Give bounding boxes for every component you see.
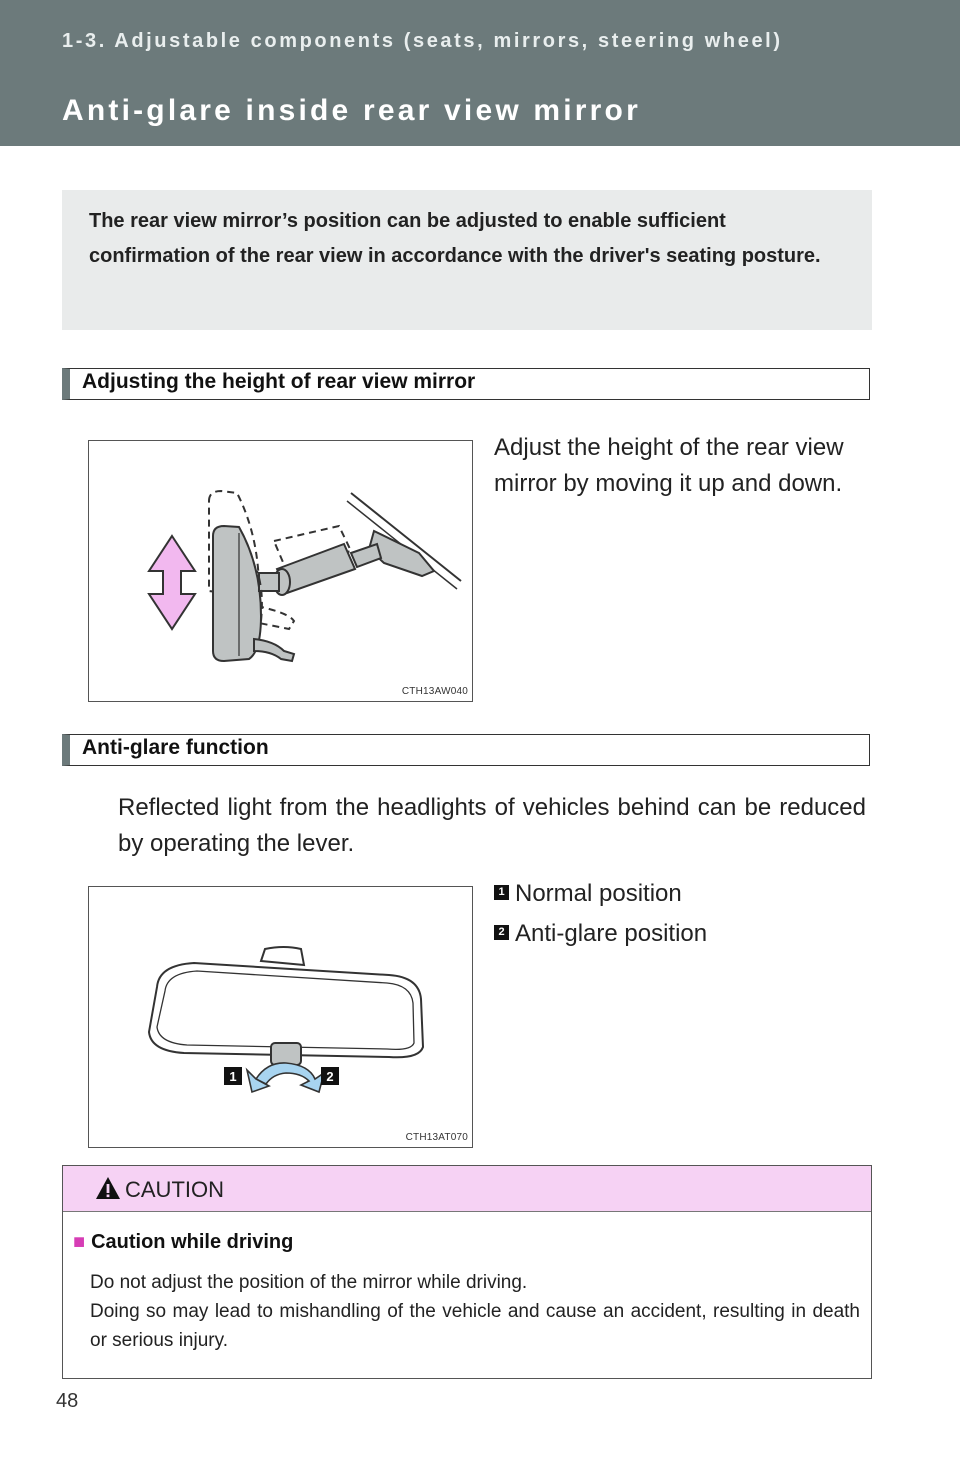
figure-mirror-antiglare (88, 886, 473, 1148)
legend-number: 2 (494, 925, 509, 940)
caution-text (90, 1268, 860, 1355)
page-number: 48 (56, 1390, 79, 1412)
caution-text-line-1: Do not adjust the position of the mirror while driving. (90, 1272, 528, 1293)
caution-subtitle-text: Caution while driving (91, 1231, 294, 1253)
svg-text:2: 2 (326, 1069, 334, 1084)
legend-label: Anti-glare position (515, 920, 708, 947)
intro-box (62, 190, 872, 330)
figure-code: CTH13AW040 (401, 686, 468, 697)
section-heading-antiglare (62, 734, 870, 766)
square-bullet-icon: ■ (73, 1231, 86, 1253)
section-heading-height (62, 368, 870, 400)
legend-number: 1 (494, 885, 509, 900)
caution-text-line-2: Doing so may lead to mishandling of the vehicle and cause an accident, resulting in death or serious injury. (90, 1301, 860, 1351)
page-header (0, 0, 960, 146)
intro-text: The rear view mirror’s position can be adjusted to enable sufficient confirmation of the rear view in accordance with the driver's seating posture. (89, 210, 821, 267)
mirror-height-illustration (89, 441, 474, 703)
section-label: 1-3. Adjustable components (seats, mirrors, steering wheel) (62, 30, 783, 52)
caution-box (62, 1165, 872, 1379)
figure-mirror-height (88, 440, 473, 702)
section-heading-height-text: Adjusting the height of rear view mirror (82, 370, 476, 393)
caution-title: CAUTION (125, 1177, 224, 1202)
height-description: Adjust the height of the rear view mirror by moving it up and down. (494, 434, 844, 497)
double-arrow-icon (149, 536, 195, 629)
mirror-antiglare-illustration (89, 887, 474, 1149)
caution-subtitle (73, 1231, 293, 1254)
legend-item-normal (494, 880, 682, 908)
antiglare-description: Reflected light from the headlights of vehicles behind can be reduced by operating the lever. (118, 794, 866, 857)
svg-text:1: 1 (229, 1069, 237, 1084)
warning-triangle-icon (95, 1176, 121, 1200)
page-title: Anti-glare inside rear view mirror (62, 94, 641, 127)
legend-label: Normal position (515, 880, 682, 907)
figure-code: CTH13AT070 (405, 1132, 468, 1143)
section-heading-antiglare-text: Anti-glare function (82, 736, 269, 759)
caution-header (63, 1166, 871, 1212)
legend-item-antiglare (494, 920, 707, 948)
